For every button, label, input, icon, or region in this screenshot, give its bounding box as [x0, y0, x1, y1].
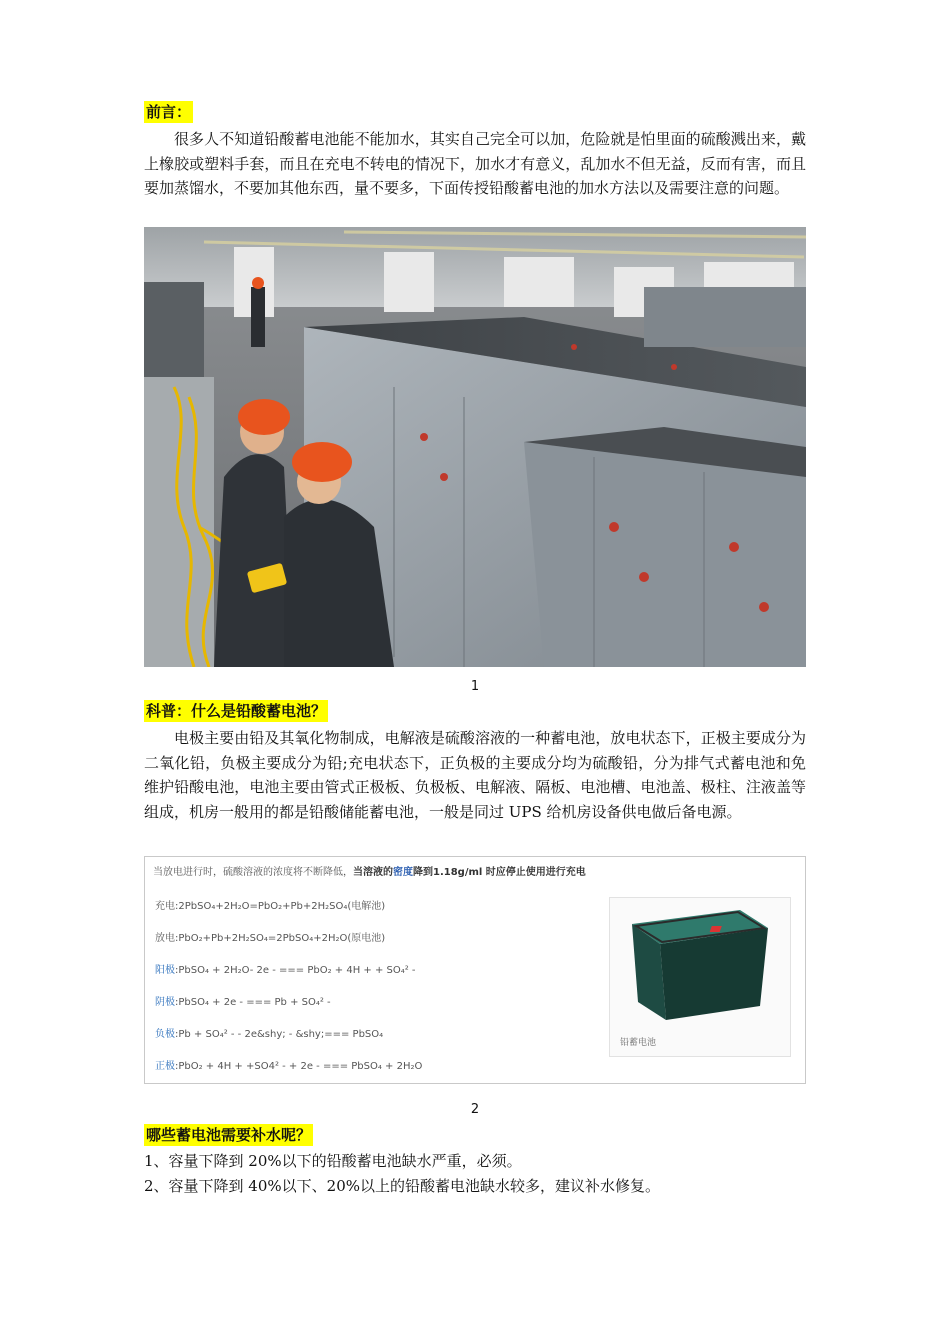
battery-caption: 铅蓄电池 — [620, 1038, 657, 1048]
lead-battery-image — [609, 897, 791, 1057]
reaction-formula-figure — [144, 856, 806, 1084]
formula-charge: 充电:2PbSO₄+2H₂O=PbO₂+Pb+2H₂SO₄(电解池) — [155, 901, 386, 912]
formula-anode: 阳极:PbSO₄ + 2H₂O- 2e - === PbO₂ + 4H + + SO₄² - — [155, 965, 416, 976]
formula-discharge: 放电:PbO₂+Pb+2H₂SO₄=2PbSO₄+2H₂O(原电池) — [155, 933, 386, 944]
formula-intro: 当放电进行时，硫酸溶液的浓度将不断降低，当溶液的密度降到1.18g/ml 时应停止使用进行充电 — [153, 867, 586, 878]
battery-paragraph: 电极主要由铅及其氧化物制成，电解液是硫酸溶液的一种蓄电池，放电状态下，正极主要成分为二氧化铅，负极主要成分为铅;充电状态下，正负极的主要成分均为硫酸铅，分为排气式蓄电池和免维护铅酸电池，电池主要由管式正极板、负极板、电解液、隔板、电池槽、电池盖、极柱、注液盖等组成，机房一般用的都是铅酸储能蓄电池，一般是同过 UPS 给机房设备供电做后备电源。 — [144, 729, 806, 821]
preface-paragraph: 很多人不知道铅酸蓄电池能不能加水，其实自己完全可以加，危险就是怕里面的硫酸溅出来，戴上橡胶或塑料手套，而且在充电不转电的情况下，加水才有意义，乱加水不但无益，反而有害，而且要加蒸馏水，不要加其他东西，量不要多，下面传授铅酸蓄电池的加水方法以及需要注意的问题。 — [144, 130, 806, 197]
heading-preface: 前言： — [146, 103, 192, 121]
heading-what-is-battery: 科普：什么是铅酸蓄电池？ — [146, 702, 327, 720]
figure-2-caption: 2 — [470, 1102, 480, 1117]
formula-cathode: 阴极:PbSO₄ + 2e - === Pb + SO₄² - — [155, 997, 331, 1008]
battery-icon — [610, 898, 790, 1028]
heading-which-need-water: 哪些蓄电池需要补水呢？ — [146, 1126, 312, 1144]
formula-positive: 正极:PbO₂ + 4H + +SO4² - + 2e - === PbSO₄ + 2H₂O — [155, 1061, 423, 1072]
list-item: 1、容量下降到 20%以下的铅酸蓄电池缺水严重，必须。 — [144, 1152, 522, 1170]
battery-room-photo — [144, 227, 806, 667]
figure-1-caption: 1 — [470, 679, 480, 694]
formula-negative: 负极:Pb + SO₄² - - 2e&shy; - &shy;=== PbSO₄ — [155, 1029, 384, 1040]
list-item: 2、容量下降到 40%以下、20%以上的铅酸蓄电池缺水较多，建议补水修复。 — [144, 1177, 660, 1195]
